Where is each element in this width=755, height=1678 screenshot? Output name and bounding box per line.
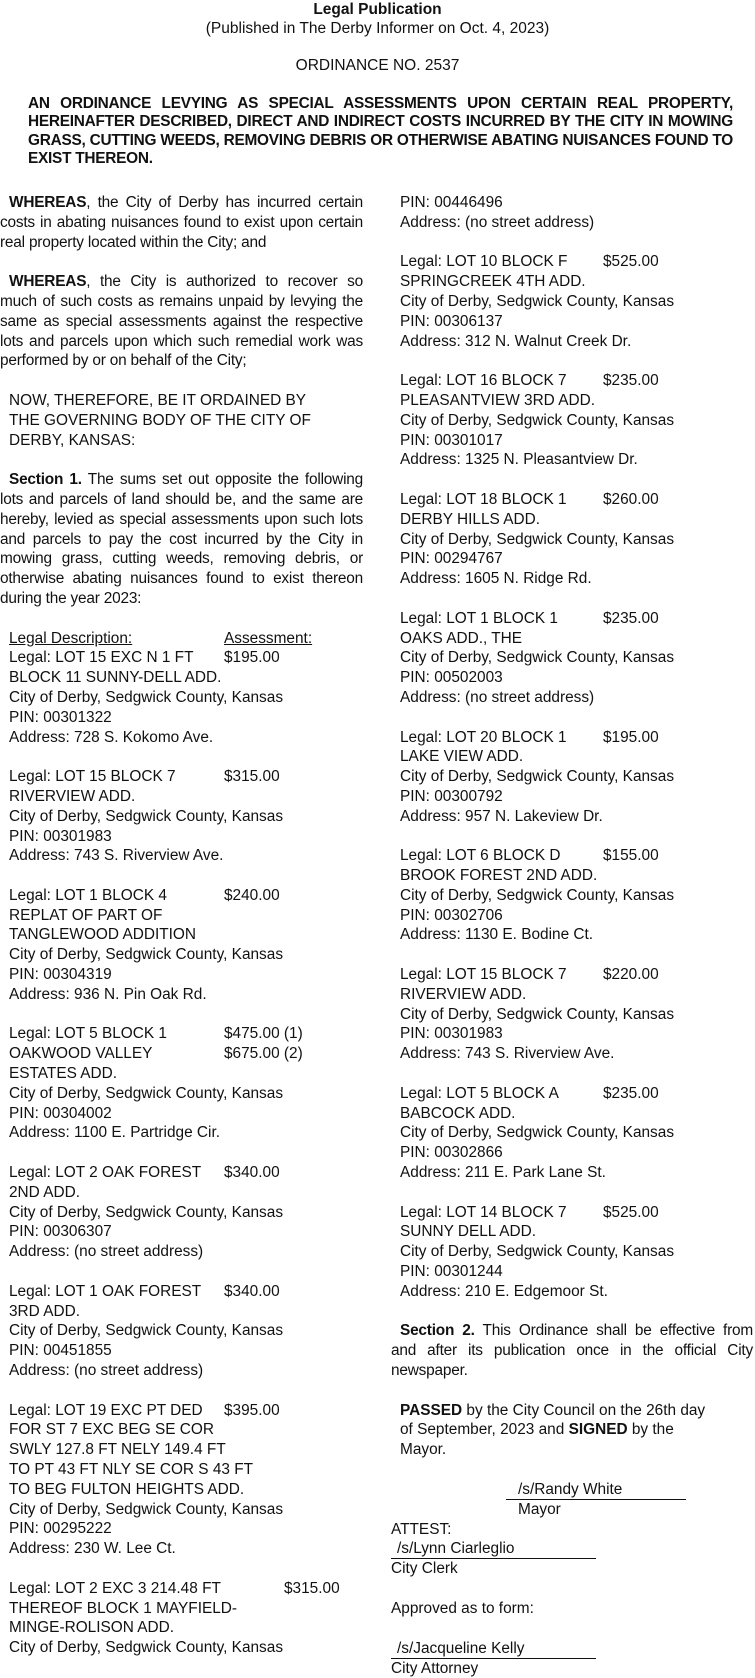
assessment-entry — [0, 1163, 363, 1262]
assessment-entry — [391, 609, 755, 708]
entry-line — [400, 490, 755, 510]
legal-text: DERBY HILLS ADD. — [400, 510, 540, 528]
legal-text: City of Derby, Sedgwick County, Kansas — [9, 688, 284, 706]
legal-text: Legal: LOT 5 BLOCK 1 — [9, 1025, 167, 1043]
assessment-amount: $340.00 — [224, 1164, 280, 1182]
assessment-amount: $235.00 — [603, 372, 659, 390]
assessment-entry — [0, 648, 363, 747]
legal-text: OAKWOOD VALLEY — [9, 1045, 153, 1063]
entry-line — [9, 1440, 363, 1460]
entry-line — [400, 312, 755, 332]
legal-text: REPLAT OF PART OF — [9, 906, 163, 924]
entry-line — [400, 1143, 755, 1163]
entry-line — [9, 1024, 363, 1044]
entry-line — [9, 1203, 363, 1223]
ordinance-heading: AN ORDINANCE LEVYING AS SPECIAL ASSESSMENTS UPON CERTAIN REAL PROPERTY, HEREINAFTER DESCRIBED, DIRECT AND INDIRECT COSTS INCURRED BY THE CITY IN MOWING GRASS, CUTTING WEEDS, REMOVING DEBRIS OR OTHERWISE ABATING NUISANCES FOUND TO EXIST THEREON. — [28, 94, 733, 168]
legal-text: Address: 312 N. Walnut Creek Dr. — [400, 332, 632, 350]
legal-text: PIN: 00301983 — [9, 827, 112, 845]
entry-line — [9, 1242, 363, 1262]
entry-line — [400, 787, 755, 807]
legal-text: Legal: LOT 2 OAK FOREST — [9, 1164, 202, 1182]
entry-line — [400, 569, 755, 589]
right-column — [391, 193, 755, 1678]
publication-subtitle: (Published in The Derby Informer on Oct. 4, 2023) — [205, 20, 550, 37]
ordained-line: DERBY, KANSAS: — [9, 431, 136, 449]
entry-line — [400, 728, 755, 748]
assessment-amount: $525.00 — [603, 1203, 659, 1221]
clerk-signature: /s/Lynn Ciarleglio — [391, 1540, 596, 1559]
assessment-entry — [391, 846, 755, 945]
legal-text: City of Derby, Sedgwick County, Kansas — [9, 1322, 284, 1340]
entry-line — [9, 1460, 363, 1480]
assessment-amount: $315.00 — [224, 768, 280, 786]
legal-text: PIN: 00294767 — [400, 550, 503, 568]
entry-line — [9, 945, 363, 965]
entry-line — [400, 1104, 755, 1124]
legal-text: Legal: LOT 10 BLOCK F — [400, 253, 568, 271]
entry-line — [9, 767, 363, 787]
ordained-line: THE GOVERNING BODY OF THE CITY OF — [9, 411, 311, 429]
entry-line — [400, 391, 755, 411]
entry-line — [400, 332, 755, 352]
entry-line — [400, 1044, 755, 1064]
assessment-amount: $340.00 — [224, 1282, 280, 1300]
right-assessment-list — [391, 233, 755, 1302]
section-lead: Section 2. — [400, 1322, 475, 1340]
entry-line — [400, 1123, 755, 1143]
entry-line — [400, 629, 755, 649]
section-text: This Ordinance shall be effective from and after its publication once in the official City newspaper. — [391, 1322, 753, 1380]
entry-line — [9, 1519, 363, 1539]
entry-line — [400, 688, 755, 708]
entry-line — [9, 1123, 363, 1143]
legal-text: TANGLEWOOD ADDITION — [9, 926, 196, 944]
approved-label: Approved as to form: — [391, 1599, 534, 1617]
entry-line — [400, 925, 755, 945]
assessment-entry — [0, 886, 363, 1005]
entry-line — [400, 431, 755, 451]
legal-text: Legal: LOT 16 BLOCK 7 — [400, 372, 567, 390]
entry-line — [400, 906, 755, 926]
entry-line — [400, 411, 755, 431]
legal-text: BROOK FOREST 2ND ADD. — [400, 867, 598, 885]
entry-line — [400, 510, 755, 530]
legal-text: Address: 210 E. Edgemoor St. — [400, 1282, 608, 1300]
legal-text: ESTATES ADD. — [9, 1065, 118, 1083]
entry-line — [400, 1005, 755, 1025]
entry-line — [9, 1638, 363, 1658]
legal-text: RIVERVIEW ADD. — [9, 787, 136, 805]
legal-text: PIN: 00502003 — [400, 669, 503, 687]
continued-entry — [391, 193, 755, 233]
entry-line — [400, 1203, 755, 1223]
entry-line — [9, 1222, 363, 1242]
legal-text: PIN: 00306137 — [400, 312, 503, 330]
entry-line — [9, 985, 363, 1005]
legal-text: City of Derby, Sedgwick County, Kansas — [9, 807, 284, 825]
assessment-amount: $155.00 — [603, 847, 659, 865]
legal-text: THEREOF BLOCK 1 MAYFIELD- — [9, 1599, 238, 1617]
legal-text: Legal: LOT 1 OAK FOREST — [9, 1282, 202, 1300]
assessment-entry — [0, 1024, 363, 1143]
legal-text: BABCOCK ADD. — [400, 1104, 516, 1122]
entry-line — [9, 1401, 363, 1421]
entry-line — [9, 648, 363, 668]
entry-line — [9, 807, 363, 827]
legal-text: PIN: 00302706 — [400, 906, 503, 924]
assessment-entry — [391, 1084, 755, 1183]
legal-text: TO PT 43 FT NLY SE COR S 43 FT — [9, 1461, 254, 1478]
legal-text: SPRINGCREEK 4TH ADD. — [400, 273, 586, 291]
legal-text: LAKE VIEW ADD. — [400, 748, 524, 766]
legal-text: BLOCK 11 SUNNY-DELL ADD. — [9, 669, 222, 687]
legal-text: City of Derby, Sedgwick County, Kansas — [400, 886, 675, 904]
legal-text: City of Derby, Sedgwick County, Kansas — [9, 1203, 284, 1221]
entry-line — [9, 1084, 363, 1104]
entry-line — [9, 668, 363, 688]
whereas-text: , the City of Derby has incurred certain costs in abating nuisances found to exist upon certain real property located within the City; and — [0, 194, 363, 251]
legal-text: SWLY 127.8 FT NELY 149.4 FT — [9, 1441, 226, 1459]
legal-text: Legal: LOT 18 BLOCK 1 — [400, 490, 567, 508]
passed-paragraph — [391, 1401, 755, 1460]
passed-lead: PASSED — [400, 1401, 463, 1419]
clerk-title: City Clerk — [391, 1560, 458, 1578]
assessment-amount: $260.00 — [603, 490, 659, 508]
assessment-entry — [391, 728, 755, 827]
section-lead: Section 1. — [9, 471, 82, 489]
legal-text: Legal: LOT 19 EXC PT DED — [9, 1401, 203, 1419]
section-1-paragraph — [0, 470, 363, 609]
legal-text: City of Derby, Sedgwick County, Kansas — [9, 1639, 284, 1657]
left-column — [0, 193, 363, 1658]
entry-line — [400, 609, 755, 629]
mayor-title: Mayor — [518, 1500, 561, 1518]
entry-line — [400, 1163, 755, 1183]
whereas-paragraph-2 — [0, 272, 363, 371]
assessment-header: Assessment: — [224, 629, 313, 647]
entry-line — [9, 1321, 363, 1341]
assessment-amount: $195.00 — [603, 728, 659, 746]
whereas-lead: WHEREAS — [9, 273, 87, 291]
legal-text: Address: 1325 N. Pleasantview Dr. — [400, 451, 638, 469]
entry-line — [9, 886, 363, 906]
legal-text: City of Derby, Sedgwick County, Kansas — [400, 411, 675, 429]
legal-text: Legal: LOT 20 BLOCK 1 — [400, 728, 567, 746]
attorney-signature: /s/Jacqueline Kelly — [391, 1640, 596, 1659]
legal-text: Address: 1100 E. Partridge Cir. — [9, 1124, 221, 1142]
legal-text: Legal: LOT 2 EXC 3 214.48 FT — [9, 1579, 221, 1597]
legal-text: Address: 957 N. Lakeview Dr. — [400, 807, 603, 825]
legal-text: FOR ST 7 EXC BEG SE COR — [9, 1421, 214, 1439]
entry-line — [400, 886, 755, 906]
assessment-entry — [391, 252, 755, 351]
legal-text: 2ND ADD. — [9, 1183, 80, 1201]
legal-text: Address: (no street address) — [9, 1243, 204, 1261]
legal-text: PIN: 00301244 — [400, 1263, 503, 1281]
publication-header — [0, 0, 755, 76]
entry-line — [9, 1302, 363, 1322]
legal-text: Legal: LOT 6 BLOCK D — [400, 847, 561, 865]
entry-line — [400, 450, 755, 470]
assessment-entry — [391, 1203, 755, 1302]
ordained-line: NOW, THEREFORE, BE IT ORDAINED BY — [9, 391, 307, 409]
entry-line — [9, 1579, 363, 1599]
attorney-title: City Attorney — [391, 1659, 479, 1677]
passed-text: by the City Council on the 26th day of September, 2023 and — [400, 1401, 706, 1439]
mayor-signature-block — [391, 1480, 755, 1520]
legal-text: City of Derby, Sedgwick County, Kansas — [400, 649, 675, 667]
pin-line: PIN: 00446496 — [400, 194, 503, 211]
passed-tail: by the Mayor. — [400, 1421, 674, 1459]
entry-line — [9, 1500, 363, 1520]
entry-line — [400, 1282, 755, 1302]
entry-line — [9, 728, 363, 748]
whereas-text: , the City is authorized to recover so much of such costs as remains unpaid by levying the same as special assessments against the respective lots and parcels upon which such remedial work was performed by or on behalf of the City; — [0, 273, 363, 370]
legal-text: PIN: 00302866 — [400, 1144, 503, 1162]
legal-text: Legal: LOT 5 BLOCK A — [400, 1084, 559, 1102]
assessment-amount: $220.00 — [603, 966, 659, 984]
signed-lead: SIGNED — [568, 1421, 628, 1439]
legal-text: Legal: LOT 1 BLOCK 4 — [9, 886, 167, 904]
entry-line — [9, 1282, 363, 1302]
entry-line — [9, 708, 363, 728]
legal-text: Address: 728 S. Kokomo Ave. — [9, 728, 214, 746]
ordained-clause — [0, 391, 363, 450]
legal-text: PIN: 00304002 — [9, 1104, 112, 1122]
assessment-entry — [0, 767, 363, 866]
entry-line — [400, 767, 755, 787]
legal-text: RIVERVIEW ADD. — [400, 985, 527, 1003]
legal-text: Address: 1605 N. Ridge Rd. — [400, 570, 592, 588]
legal-text: Address: 743 S. Riverview Ave. — [9, 847, 224, 865]
legal-text: City of Derby, Sedgwick County, Kansas — [400, 1243, 675, 1261]
legal-text: Address: 743 S. Riverview Ave. — [400, 1045, 615, 1063]
entry-line — [400, 668, 755, 688]
section-2-paragraph — [391, 1321, 755, 1380]
legal-text: City of Derby, Sedgwick County, Kansas — [400, 292, 675, 310]
entry-line — [9, 1539, 363, 1559]
assessment-entry — [0, 1401, 363, 1559]
legal-text: PIN: 00304319 — [9, 966, 112, 984]
entry-line — [400, 985, 755, 1005]
legal-text: SUNNY DELL ADD. — [400, 1223, 536, 1241]
assessment-amount: $240.00 — [224, 886, 280, 904]
legal-text: City of Derby, Sedgwick County, Kansas — [9, 1500, 284, 1518]
entry-line — [9, 965, 363, 985]
legal-text: Address: (no street address) — [400, 688, 595, 706]
entry-line — [400, 549, 755, 569]
mayor-signature: /s/Randy White — [506, 1481, 686, 1500]
legal-text: Legal: LOT 15 BLOCK 7 — [9, 768, 176, 786]
legal-text: Legal: LOT 14 BLOCK 7 — [400, 1203, 567, 1221]
assessment-table-header — [0, 629, 363, 649]
entry-line — [9, 688, 363, 708]
legal-text: PIN: 00301017 — [400, 431, 503, 449]
entry-line — [9, 1480, 363, 1500]
legal-text: PIN: 00300792 — [400, 787, 503, 805]
assessment-amount: $395.00 — [224, 1401, 280, 1419]
entry-line — [9, 827, 363, 847]
entry-line — [9, 1163, 363, 1183]
entry-line — [400, 1242, 755, 1262]
entry-line — [9, 787, 363, 807]
entry-line — [400, 866, 755, 886]
whereas-paragraph-1 — [0, 193, 363, 252]
entry-line — [400, 747, 755, 767]
whereas-lead: WHEREAS — [9, 194, 87, 211]
legal-text: City of Derby, Sedgwick County, Kansas — [400, 768, 675, 786]
legal-text: Legal: LOT 15 BLOCK 7 — [400, 966, 567, 984]
entry-line — [9, 846, 363, 866]
entry-line — [400, 252, 755, 272]
legal-text: PIN: 00295222 — [9, 1520, 112, 1538]
entry-line — [400, 807, 755, 827]
legal-text: PLEASANTVIEW 3RD ADD. — [400, 391, 595, 409]
legal-text: PIN: 00451855 — [9, 1342, 112, 1360]
entry-line — [400, 965, 755, 985]
section-text: The sums set out opposite the following lots and parcels of land should be, and the same are hereby, levied as special assessments upon such lots and parcels to pay the cost incurred by the City in mowing grass, cutting weeds, removing debris, or otherwise abating nuisances found to exist thereon during the year 2023: — [0, 471, 364, 607]
entry-line — [9, 1044, 363, 1064]
legal-text: Legal: LOT 15 EXC N 1 FT — [9, 649, 194, 667]
assessment-entry — [391, 371, 755, 470]
publication-title: Legal Publication — [313, 1, 442, 18]
entry-line — [400, 648, 755, 668]
legal-text: PIN: 00301322 — [9, 708, 112, 726]
assessment-entry — [391, 490, 755, 589]
entry-line — [400, 1262, 755, 1282]
entry-line — [400, 1084, 755, 1104]
address-line: Address: (no street address) — [400, 213, 595, 231]
legal-description-header: Legal Description: — [9, 629, 133, 647]
entry-line — [9, 906, 363, 926]
assessment-amount: $525.00 — [603, 253, 659, 271]
legal-text: Address: (no street address) — [9, 1362, 204, 1380]
entry-line — [9, 925, 363, 945]
ordinance-number: ORDINANCE NO. 2537 — [295, 57, 460, 74]
legal-text: City of Derby, Sedgwick County, Kansas — [400, 1005, 675, 1023]
legal-text: Legal: LOT 1 BLOCK 1 — [400, 609, 558, 627]
legal-text: TO BEG FULTON HEIGHTS ADD. — [9, 1480, 245, 1498]
assessment-entry — [391, 965, 755, 1064]
legal-text: City of Derby, Sedgwick County, Kansas — [400, 1124, 675, 1142]
assessment-entry — [0, 1579, 363, 1658]
entry-line — [9, 1064, 363, 1084]
assessment-amount: $315.00 — [284, 1579, 340, 1597]
entry-line — [400, 1222, 755, 1242]
entry-line — [9, 1618, 363, 1638]
legal-text: City of Derby, Sedgwick County, Kansas — [400, 530, 675, 548]
legal-text: Address: 1130 E. Bodine Ct. — [400, 926, 594, 944]
entry-line — [9, 1361, 363, 1381]
left-assessment-list — [0, 648, 363, 1578]
assessment-entry — [0, 1282, 363, 1381]
entry-line — [9, 1599, 363, 1619]
assessment-amount: $235.00 — [603, 609, 659, 627]
entry-line — [9, 1104, 363, 1124]
entry-line — [9, 1420, 363, 1440]
entry-line — [400, 1024, 755, 1044]
legal-text: Address: 936 N. Pin Oak Rd. — [9, 985, 207, 1003]
assessment-amount: $675.00 (2) — [224, 1045, 303, 1063]
entry-line — [400, 272, 755, 292]
legal-text: PIN: 00306307 — [9, 1223, 112, 1241]
legal-text: OAKS ADD., THE — [400, 629, 523, 647]
entry-line — [400, 371, 755, 391]
entry-line — [400, 846, 755, 866]
legal-text: PIN: 00301983 — [400, 1025, 503, 1043]
assessment-amount: $235.00 — [603, 1084, 659, 1102]
entry-line — [9, 1183, 363, 1203]
legal-text: MINGE-ROLISON ADD. — [9, 1619, 175, 1637]
assessment-amount: $475.00 (1) — [224, 1025, 303, 1043]
attest-label: ATTEST: — [391, 1520, 452, 1538]
entry-line — [9, 1341, 363, 1361]
legal-text: Address: 230 W. Lee Ct. — [9, 1540, 176, 1558]
legal-text: City of Derby, Sedgwick County, Kansas — [9, 1084, 284, 1102]
legal-text: City of Derby, Sedgwick County, Kansas — [9, 946, 284, 964]
legal-text: Address: 211 E. Park Lane St. — [400, 1164, 606, 1182]
entry-line — [400, 530, 755, 550]
entry-line — [400, 292, 755, 312]
assessment-amount: $195.00 — [224, 649, 280, 667]
legal-text: 3RD ADD. — [9, 1302, 80, 1320]
